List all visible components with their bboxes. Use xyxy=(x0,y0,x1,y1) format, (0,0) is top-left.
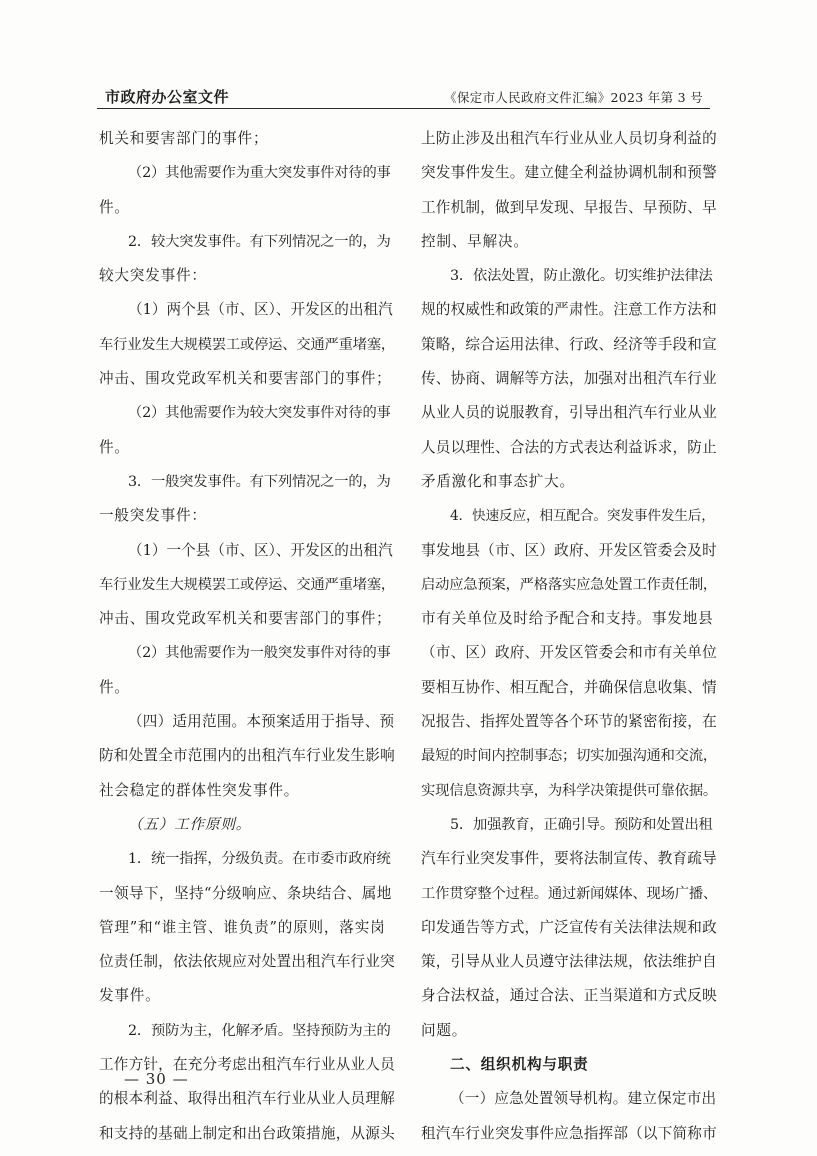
text-line: 最短的时间内控制事态；切实加强沟通和交流， xyxy=(421,748,718,765)
page-number: — 30 — xyxy=(124,1070,189,1088)
text-line: 机关和要害部门的事件； xyxy=(99,130,269,147)
header-office-title: 市政府办公室文件 xyxy=(105,88,230,106)
text-line: 从业人员的说服教育，引导出租汽车行业从业 xyxy=(421,404,717,422)
text-line: 规的权威性和政策的严肃性。注意工作方法和 xyxy=(421,301,717,319)
text-line: 件。 xyxy=(99,438,130,456)
text-line: 印发通告等方式，广泛宣传有关法律法规和政 xyxy=(421,918,717,936)
text-line: 策略，综合运用法律、行政、经济等手段和宣 xyxy=(421,335,717,353)
text-line: 管理”和“谁主管、谁负责”的原则，落实岗 xyxy=(99,918,386,936)
text-line: 车行业发生大规模罢工或停运、交通严重堵塞， xyxy=(99,336,396,353)
text-line: 和支持的基础上制定和出台政策措施，从源头 xyxy=(99,1124,395,1142)
text-line: 车行业发生大规模罢工或停运、交通严重堵塞， xyxy=(99,576,396,593)
text-line: 启动应急预案，严格落实应急处置工作责任制， xyxy=(421,576,718,593)
text-line: （1）两个县（市、区）、开发区的出租汽 xyxy=(128,301,393,319)
text-line: 市有关单位及时给予配合和支持。事发地县 xyxy=(421,610,714,628)
text-line: 问题。 xyxy=(421,1021,468,1039)
text-line: 要相互协作、相互配合，并确保信息收集、情 xyxy=(421,678,717,696)
text-line: 社会稳定的群体性突发事件。 xyxy=(99,781,300,799)
left-text-column xyxy=(99,122,396,1151)
text-line: 控制、早解决。 xyxy=(421,232,529,250)
text-line: 冲击、围攻党政军机关和要害部门的事件； xyxy=(99,610,392,628)
text-line: 4．快速反应，相互配合。突发事件发生后， xyxy=(450,508,715,525)
text-line: （1）一个县（市、区）、开发区的出租汽 xyxy=(128,541,393,559)
text-line: 发事件。 xyxy=(99,987,161,1005)
text-line: 2．预防为主，化解矛盾。坚持预防为主的 xyxy=(128,1022,391,1039)
header-publication-issue: 《保定市人民政府文件汇编》2023 年第 3 号 xyxy=(444,90,703,105)
text-line: 突发事件发生。建立健全利益协调机制和预警 xyxy=(421,164,717,182)
text-line: 工作机制，做到早发现、早报告、早预防、早 xyxy=(421,198,717,216)
text-line: 3．一般突发事件。有下列情况之一的，为 xyxy=(128,473,391,490)
text-line: 3．依法处置，防止激化。切实维护法律法 xyxy=(450,268,713,285)
text-line: 一般突发事件： xyxy=(99,507,207,525)
page-header xyxy=(97,86,707,108)
right-text-column xyxy=(421,122,718,1151)
text-line: 1．统一指挥，分级负责。在市委市政府统 xyxy=(128,851,391,868)
text-line: （2）其他需要作为较大突发事件对待的事 xyxy=(128,405,391,422)
text-line: （四）适用范围。本预案适用于指导、预 xyxy=(128,713,395,731)
text-line: 二、组织机构与职责 xyxy=(450,1056,589,1074)
text-line: 事发地县（市、区）政府、开发区管委会及时 xyxy=(421,541,717,559)
text-line: （2）其他需要作为一般突发事件对待的事 xyxy=(128,645,391,662)
text-line: 防和处置全市范围内的出租汽车行业发生影响 xyxy=(99,747,395,765)
text-line: 身合法权益，通过合法、正当渠道和方式反映 xyxy=(421,987,717,1005)
text-line: 冲击、围攻党政军机关和要害部门的事件； xyxy=(99,370,392,388)
text-line: 一领导下，坚持“分级响应、条块结合、属地 xyxy=(99,884,392,902)
header-rule xyxy=(97,108,710,109)
text-line: （五）工作原则。 xyxy=(128,815,252,833)
text-line: 租汽车行业突发事件应急指挥部（以下简称市 xyxy=(421,1124,717,1142)
text-line: 位责任制，依法依规应对处置出租汽车行业突 xyxy=(99,953,395,971)
text-line: 矛盾激化和事态扩大。 xyxy=(421,472,575,490)
text-line: 工作方针，在充分考虑出租汽车行业从业人员 xyxy=(99,1056,395,1074)
text-line: 策，引导从业人员遵守法律法规，依法维护自 xyxy=(421,953,717,971)
text-line: （市、区）政府、开发区管委会和市有关单位 xyxy=(421,644,717,662)
text-line: 传、协商、调解等方法，加强对出租汽车行业 xyxy=(421,370,717,388)
text-line: 人员以理性、合法的方式表达利益诉求，防止 xyxy=(421,438,717,456)
text-line: 件。 xyxy=(99,678,130,696)
text-line: 工作贯穿整个过程。通过新闻媒体、现场广播、 xyxy=(421,885,718,902)
text-line: 况报告、指挥处置等各个环节的紧密衔接，在 xyxy=(421,713,717,731)
text-line: 5．加强教育，正确引导。预防和处置出租 xyxy=(450,816,713,833)
text-line: 实现信息资源共享，为科学决策提供可靠依据。 xyxy=(421,782,718,799)
text-line: 2．较大突发事件。有下列情况之一的，为 xyxy=(128,233,391,250)
text-line: 较大突发事件： xyxy=(99,267,207,285)
text-line: 件。 xyxy=(99,198,130,216)
text-line: 上防止涉及出租汽车行业从业人员切身利益的 xyxy=(421,130,717,147)
text-line: （一）应急处置领导机构。建立保定市出 xyxy=(450,1090,717,1108)
text-line: （2）其他需要作为重大突发事件对待的事 xyxy=(128,165,391,182)
text-line: 汽车行业突发事件，要将法制宣传、教育疏导 xyxy=(421,850,717,868)
text-line: 的根本利益、取得出租汽车行业从业人员理解 xyxy=(99,1090,395,1108)
